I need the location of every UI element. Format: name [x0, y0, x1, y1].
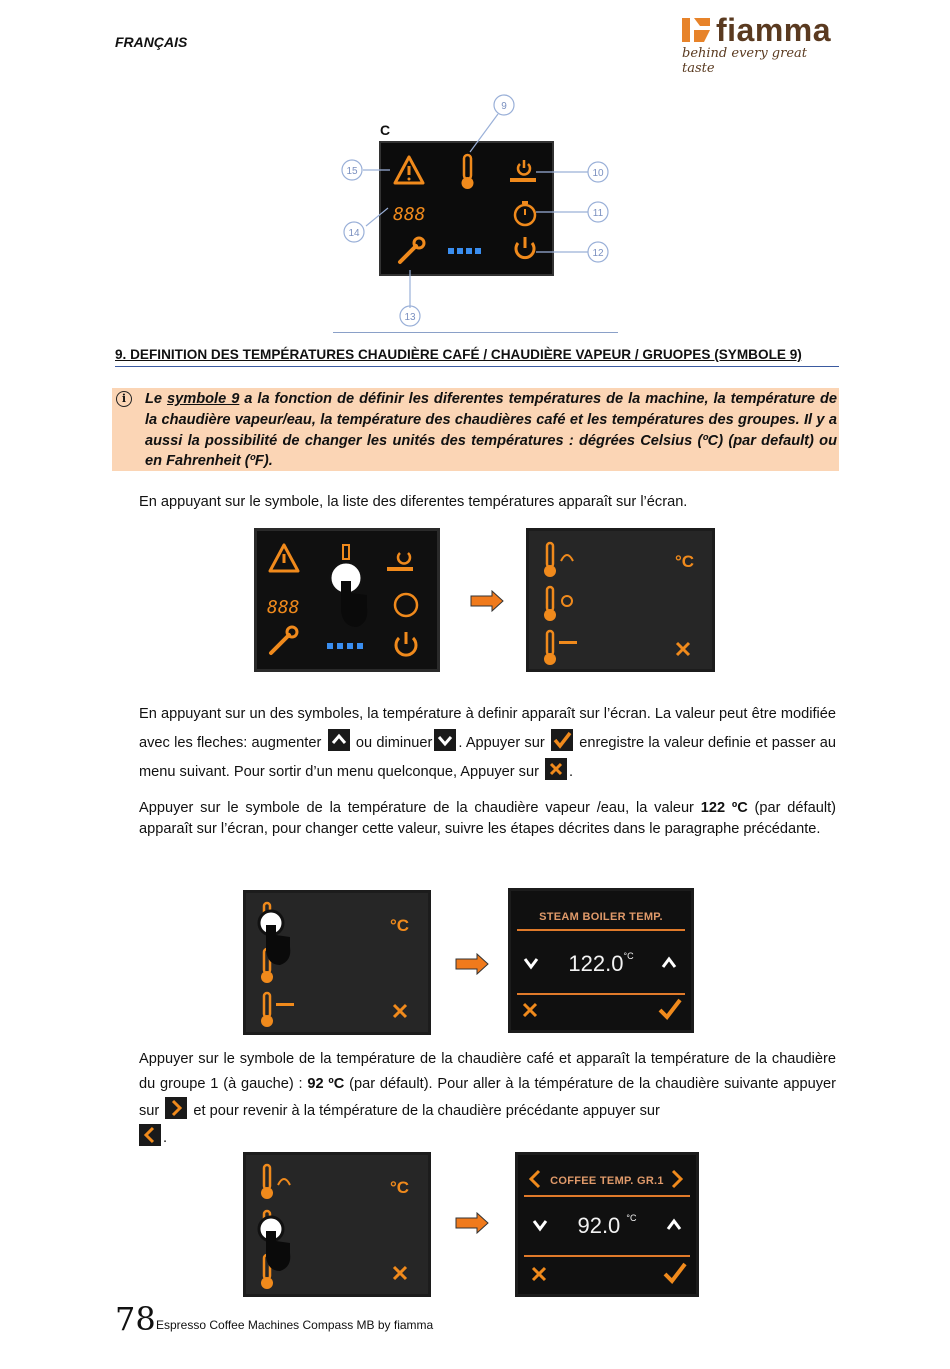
paragraph-1: En appuyant sur le symbole, la liste des diferentes températures apparaît sur l’écran. [139, 494, 688, 510]
fiamma-logo [680, 10, 840, 76]
steam-select-screen [243, 890, 431, 1035]
chevron-down-icon-2 [532, 1217, 548, 1233]
display-digits: 888 [393, 204, 426, 225]
steam-default-value: 122 ºC [700, 800, 748, 816]
steam-select-svg [246, 893, 428, 1032]
coffee-select-screen [243, 1152, 431, 1297]
callout-14: 14 [348, 228, 360, 239]
temp-list-svg [529, 531, 712, 669]
close-icon [545, 758, 567, 780]
main-panel-screen [254, 528, 440, 672]
chevron-up-icon-2 [666, 1217, 682, 1233]
chevron-right-icon-2 [670, 1169, 684, 1189]
logo-tagline: behind every great taste [682, 46, 807, 76]
title-underline [517, 929, 685, 931]
arrow-up-icon [328, 729, 350, 751]
check-icon [551, 729, 573, 751]
chevron-left-icon [139, 1124, 161, 1146]
note-text: Le symbole 9 a la fonction de définir les diferentes températures de la machine, la température de la chaudière vapeur/eau, la température des chaudières café et les températures des groupes. Il y a aussi la possibilité de changer les unités des températures : dégrées Celsius (ºC) (par default) ou en Fahrenheit (ºF). [145, 391, 837, 470]
arrow-down-icon [434, 729, 456, 751]
footer-line [517, 993, 685, 995]
coffee-temp-screen [515, 1152, 699, 1297]
footer-text: Espresso Coffee Machines Compass MB by fiamma [156, 1318, 434, 1332]
callout-13: 13 [404, 312, 416, 323]
close-icon-3 [530, 1265, 548, 1283]
page-number: 78 [115, 1300, 156, 1338]
arrow-right-icon-3 [455, 1212, 489, 1234]
chevron-right-icon [165, 1097, 187, 1119]
unit-label-2: °C [390, 916, 410, 935]
footer-line-2 [524, 1255, 690, 1257]
callout-10: 10 [592, 168, 604, 179]
check-icon-2 [657, 997, 683, 1021]
coffee-value-display: 92.0 $^{^\circ C}$ [577, 1213, 637, 1238]
symbol-reference: symbole 9 [167, 391, 240, 407]
panel-label: C [380, 122, 391, 138]
callout-12: 12 [592, 248, 604, 259]
section-heading: 9. DEFINITION DES TEMPÉRATURES CHAUDIÈRE CAFÉ / CHAUDIÈRE VAPEUR / GRUOPES (SYMBOLE 9) [115, 347, 839, 367]
info-icon: i [116, 391, 132, 407]
chevron-up-icon [661, 955, 677, 971]
unit-label: °C [675, 552, 695, 571]
arrow-right-icon-2 [455, 953, 489, 975]
callout-15: 15 [346, 166, 358, 177]
check-icon-3 [662, 1261, 688, 1285]
main-panel-svg [257, 531, 437, 669]
steam-boiler-temp-screen [508, 888, 694, 1033]
coffee-select-svg [246, 1155, 428, 1294]
language-label: FRANÇAIS [115, 34, 188, 50]
temperature-list-screen [526, 528, 715, 672]
callout-9: 9 [501, 101, 507, 112]
coffee-default-value: 92 ºC [307, 1076, 345, 1092]
paragraph-4: Appuyer sur le symbole de la température de la chaudière café et apparaît la température de la chaudière du groupe 1 (à gauche) : 92 ºC (par défault). Pour aller à la témpérature de la chaudière suivante appuyer sur et pour revenir à la témpérature de la chaudière précédante appuyer sur . [139, 1051, 836, 1146]
control-panel-diagram [330, 90, 630, 330]
steam-title: STEAM BOILER TEMP. [539, 911, 663, 923]
info-note [112, 388, 839, 471]
paragraph-2: En appuyant sur un des symboles, la température à definir apparaît sur l’écran. La valeur peut être modifiée avec les fleches: augmenter ou diminuer . Appuyer sur enregistre la valeur definie et passer au menu suivant. Pour sortir d’un menu quelconque, Appuyer sur . [139, 706, 836, 780]
coffee-title: COFFEE TEMP. GR.1 [550, 1175, 664, 1187]
callout-11: 11 [592, 208, 604, 219]
diagram-svg [330, 90, 630, 330]
paragraph-3: Appuyer sur le symbole de la température de la chaudière vapeur /eau, la valeur 122 ºC (par défault) apparaît sur l’écran, pour changer cette valeur, suivre les étapes décrites dans le paragraphe précédante. [139, 800, 836, 837]
steam-value-display: $122.0^{^\circ C}$ [568, 951, 634, 976]
fiamma-mark-icon [682, 14, 716, 48]
logo-name: fiamma [716, 12, 832, 48]
close-icon-2 [521, 1001, 539, 1019]
title-underline-2 [524, 1195, 690, 1197]
panel-digits: 888 [267, 597, 300, 618]
unit-label-3: °C [390, 1178, 410, 1197]
divider [333, 332, 618, 333]
arrow-right-icon [470, 590, 504, 612]
chevron-down-icon [523, 955, 539, 971]
